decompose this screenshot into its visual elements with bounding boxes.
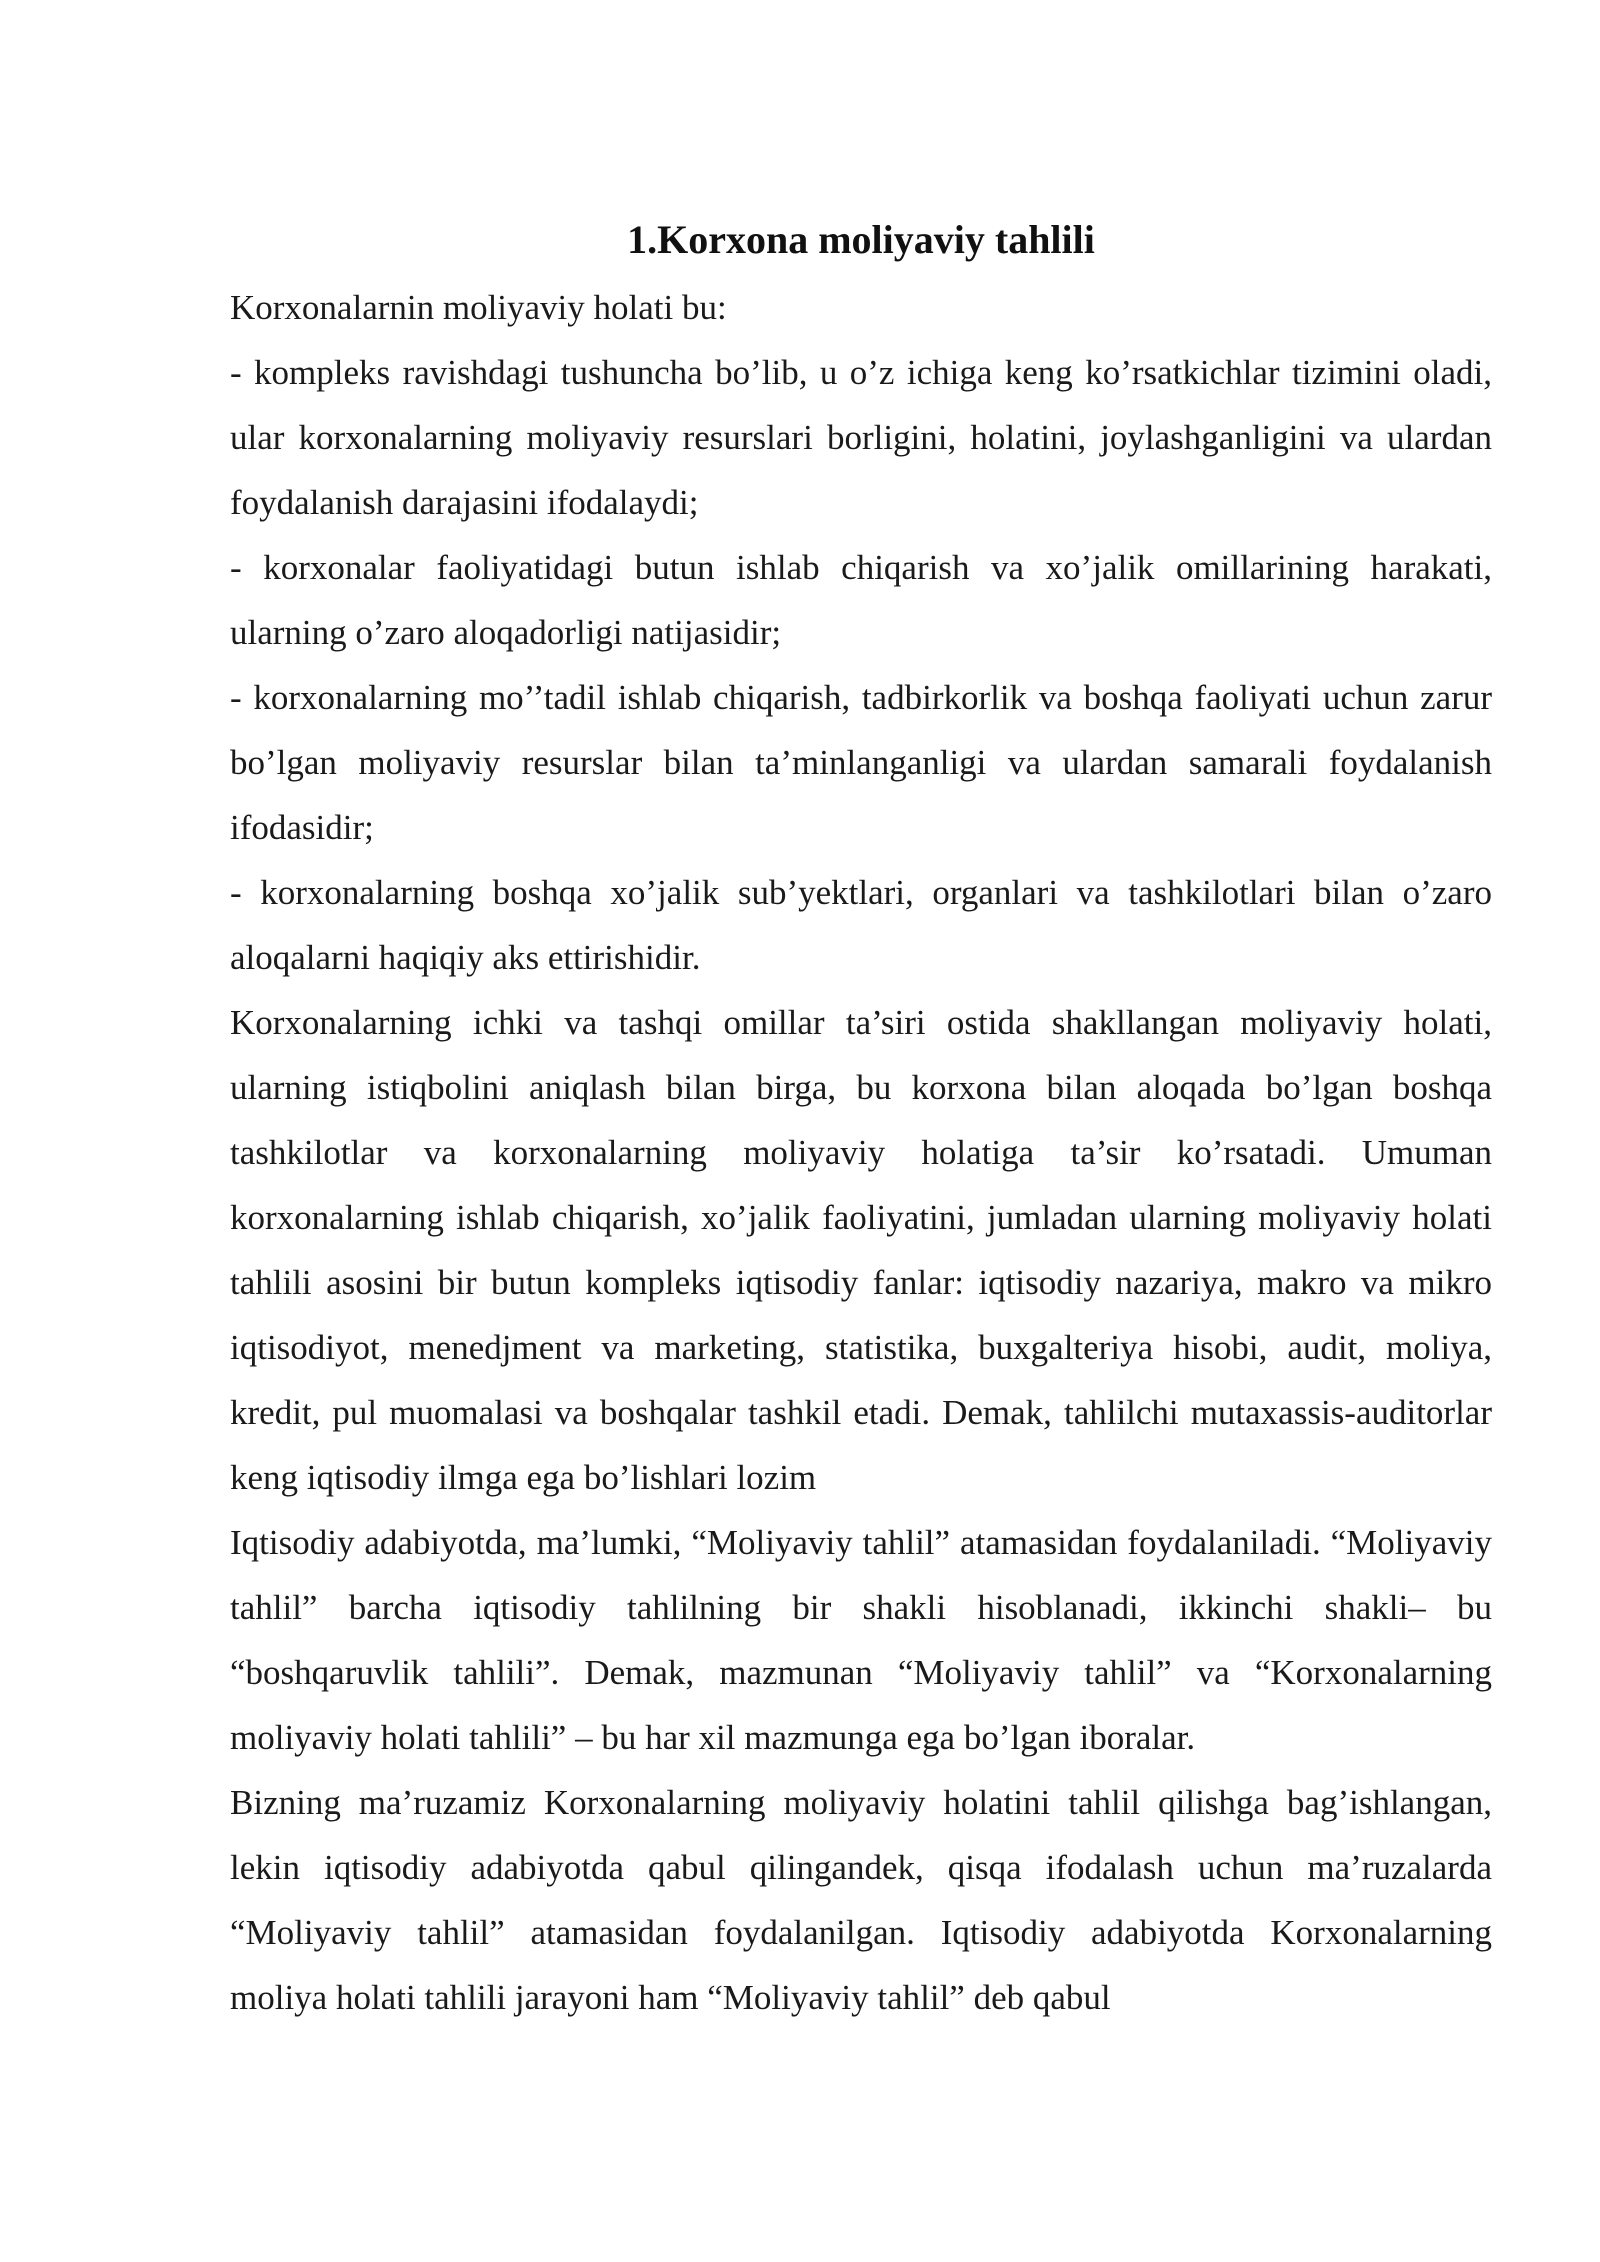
paragraph-bullet-4: - korxonalarning boshqa xo’jalik sub’yektlari, organlari va tashkilotlari bilan o’zaro aloqalarni haqiqiy aks ettirishidir.	[230, 873, 1492, 977]
paragraph-intro: Korxonalarnin moliyaviy holati bu:	[230, 288, 727, 327]
document-body	[230, 210, 1492, 2030]
paragraph-terminology: Iqtisodiy adabiyotda, ma’lumki, “Moliyaviy tahlil” atamasidan foydalaniladi. “Moliyaviy tahlil” barcha iqtisodiy tahlilning bir shakli hisoblanadi, ikkinchi shakli– bu “boshqaruvlik tahlili”. Demak, mazmunan “Moliyaviy tahlil” va “Korxonalarning moliyaviy holati tahlili” – bu har xil mazmunga ega bo’lgan iboralar.	[230, 1523, 1492, 1757]
document-title: 1.Korxona moliyaviy tahlili	[627, 217, 1095, 262]
paragraph-bullet-1: - kompleks ravishdagi tushuncha bo’lib, u o’z ichiga keng ko’rsatkichlar tizimini oladi, ular korxonalarning moliyaviy resurslari borligini, holatini, joylashganligini va ulardan foydalanish darajasini ifodalaydi;	[230, 353, 1492, 522]
paragraph-bullet-3: - korxonalarning mo’’tadil ishlab chiqarish, tadbirkorlik va boshqa faoliyati uchun zarur bo’lgan moliyaviy resurslar bilan ta’minlanganligi va ulardan samarali foydalanish ifodasidir;	[230, 678, 1492, 847]
paragraph-lecture: Bizning ma’ruzamiz Korxonalarning moliyaviy holatini tahlil qilishga bag’ishlangan, lekin iqtisodiy adabiyotda qabul qilingandek, qisqa ifodalash uchun ma’ruzalarda “Moliyaviy tahlil” atamasidan foydalanilgan. Iqtisodiy adabiyotda Korxonalarning moliya holati tahlili jarayoni ham “Moliyaviy tahlil” deb qabul	[230, 1783, 1492, 2017]
paragraph-bullet-2: - korxonalar faoliyatidagi butun ishlab chiqarish va xo’jalik omillarining harakati, ularning o’zaro aloqadorligi natijasidir;	[230, 548, 1492, 652]
paragraph-factors: Korxonalarning ichki va tashqi omillar ta’siri ostida shakllangan moliyaviy holati, ularning istiqbolini aniqlash bilan birga, bu korxona bilan aloqada bo’lgan boshqa tashkilotlar va korxonalarning moliyaviy holatiga ta’sir ko’rsatadi. Umuman korxonalarning ishlab chiqarish, xo’jalik faoliyatini, jumladan ularning moliyaviy holati tahlili asosini bir butun kompleks iqtisodiy fanlar: iqtisodiy nazariya, makro va mikro iqtisodiyot, menedjment va marketing, statistika, buxgalteriya hisobi, audit, moliya, kredit, pul muomalasi va boshqalar tashkil etadi. Demak, tahlilchi mutaxassis-auditorlar keng iqtisodiy ilmga ega bo’lishlari lozim	[230, 1003, 1492, 1497]
